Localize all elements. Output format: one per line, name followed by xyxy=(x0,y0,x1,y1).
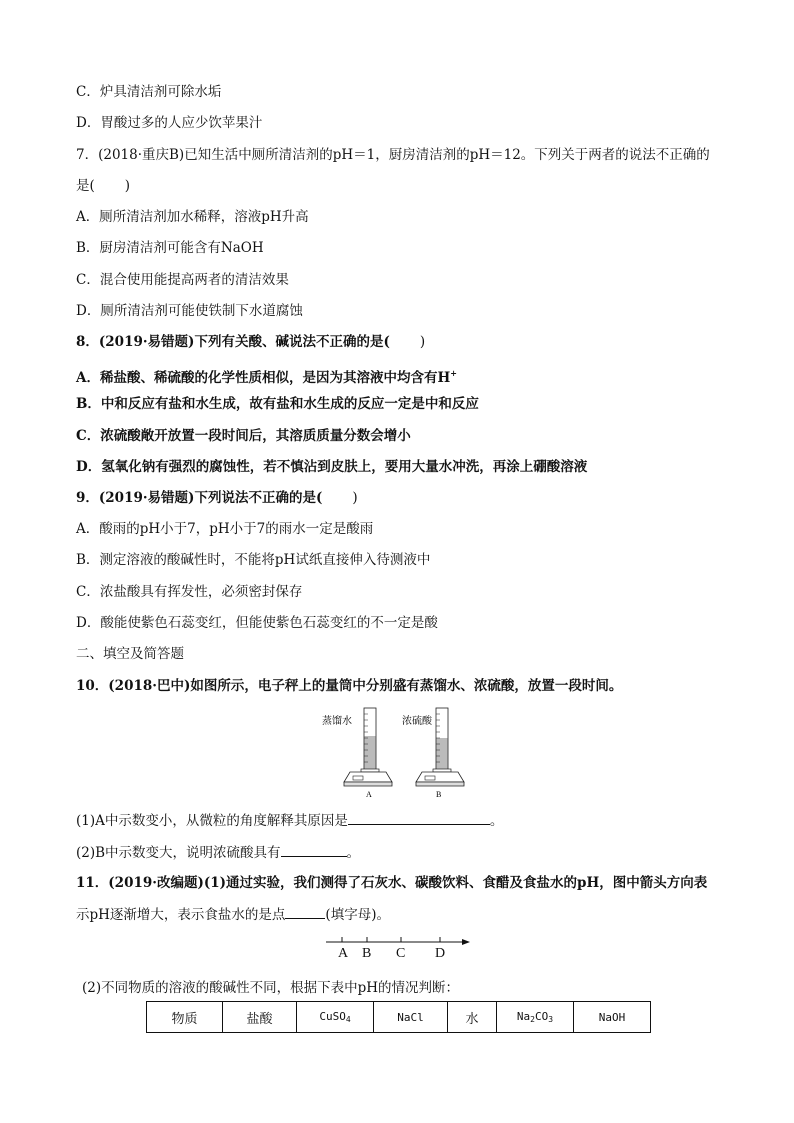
axis-point-c: C xyxy=(396,946,406,961)
q10-part1 xyxy=(76,811,503,830)
table-cell-hcl: 盐酸 xyxy=(223,1002,297,1033)
q8-option-d: D．氢氧化钠有强烈的腐蚀性，若不慎沾到皮肤上，要用大量水冲洗，再涂上硼酸溶液 xyxy=(76,459,588,475)
table-cell-water: 水 xyxy=(448,1002,497,1033)
q7-option-d: D．厕所清洁剂可能使铁制下水道腐蚀 xyxy=(76,303,303,319)
na2co3-na: Na xyxy=(516,1010,531,1023)
q9-option-d: D．酸能使紫色石蕊变红，但能使紫色石蕊变红的不一定是酸 xyxy=(76,615,438,631)
q8-paren-close: ) xyxy=(419,334,426,350)
q7-option-b: B．厨房清洁剂可能含有NaOH xyxy=(76,240,264,256)
q10-stem-text: 10．(2018·巴中)如图所示，电子秤上的量筒中分别盛有蒸馏水、浓硫酸，放置一段时间。 xyxy=(76,678,623,694)
table-row xyxy=(147,1002,651,1033)
caption-b: B xyxy=(436,790,442,799)
axis-point-a: A xyxy=(338,946,349,961)
q11-stem-line2-post: (填字母)。 xyxy=(325,907,390,923)
q9-option-a: A．酸雨的pH小于7，pH小于7的雨水一定是酸雨 xyxy=(76,521,374,537)
table-cell-cuso4 xyxy=(297,1002,374,1033)
table-cell-naoh: NaOH xyxy=(574,1002,651,1033)
na2co3-sub2: 3 xyxy=(548,1015,554,1024)
q11-stem-text: 11．(2019·改编题)(1)通过实验，我们测得了石灰水、碳酸饮料、食醋及食盐水的pH，图中箭头方向表 xyxy=(76,875,708,891)
q7-option-a: A．厕所清洁剂加水稀释，溶液pH升高 xyxy=(76,209,309,225)
q8-stem-text: 8．(2019·易错题)下列有关酸、碱说法不正确的是( xyxy=(76,334,390,350)
q10-part1-text: (1)A中示数变小，从微粒的角度解释其原因是 xyxy=(76,813,348,829)
scale-a xyxy=(344,772,392,786)
label-conc-sulfuric-acid: 浓硫酸 xyxy=(402,716,432,727)
q7-paren-close: ) xyxy=(124,178,131,194)
q10-stem xyxy=(76,677,622,695)
label-distilled-water: 蒸馏水 xyxy=(322,716,352,727)
axis-point-d: D xyxy=(435,946,446,961)
section-heading: 二、填空及简答题 xyxy=(76,646,184,662)
table-cell-na2co3 xyxy=(497,1002,574,1033)
q11-part1-blank[interactable] xyxy=(285,905,325,919)
q9-stem-text: 9．(2019·易错题)下列说法不正确的是( xyxy=(76,490,323,506)
cylinder-a xyxy=(361,708,379,772)
q9-option-c: C．浓盐酸具有挥发性，必须密封保存 xyxy=(76,584,303,600)
q8-option-a-sup: + xyxy=(450,368,457,378)
na2co3-co: CO xyxy=(535,1010,549,1023)
scales-figure xyxy=(320,704,470,800)
q11-part2: (2)不同物质的溶液的酸碱性不同，根据下表中pH的情况判断： xyxy=(82,980,460,996)
option-c-prev: C．炉具清洁剂可除水垢 xyxy=(76,84,222,100)
q9-option-b: B．测定溶液的酸碱性时，不能将pH试纸直接伸入待测液中 xyxy=(76,552,431,568)
option-d-prev: D．胃酸过多的人应少饮苹果汁 xyxy=(76,115,263,131)
q8-stem xyxy=(76,333,425,351)
q8-option-a xyxy=(76,364,457,387)
q7-stem-line1 xyxy=(76,146,710,164)
q10-part1-blank[interactable] xyxy=(348,811,490,825)
q10-part2 xyxy=(76,843,360,862)
table-cell-substance: 物质 xyxy=(147,1002,223,1033)
q7-option-c: C．混合使用能提高两者的清洁效果 xyxy=(76,272,289,288)
q8-option-b: B．中和反应有盐和水生成，故有盐和水生成的反应一定是中和反应 xyxy=(76,396,479,412)
q8-option-c: C．浓硫酸敞开放置一段时间后，其溶质质量分数会增小 xyxy=(76,428,411,444)
axis-point-b: B xyxy=(362,946,372,961)
q9-paren-close: ) xyxy=(352,490,358,506)
q11-stem-line2 xyxy=(76,905,390,924)
q10-part2-period: 。 xyxy=(346,845,361,861)
q11-stem-line2-text: 示pH逐渐增大，表示食盐水的是点 xyxy=(76,907,286,923)
q10-part1-period: 。 xyxy=(489,813,504,829)
cuso4-main: CuSO xyxy=(319,1010,346,1023)
cuso4-sub: 4 xyxy=(345,1015,351,1024)
ph-table xyxy=(146,1001,651,1033)
table-cell-nacl: NaCl xyxy=(374,1002,448,1033)
caption-a: A xyxy=(366,790,372,799)
q11-stem-line1 xyxy=(76,874,707,892)
q7-stem-line2 xyxy=(76,177,130,195)
scale-b xyxy=(416,772,464,786)
q7-stem-text: 7．(2018·重庆B)已知生活中厕所清洁剂的pH＝1，厨房清洁剂的pH＝12。下列关于两者的说法不正确的 xyxy=(76,147,710,163)
cylinder-b xyxy=(433,708,451,772)
q9-stem xyxy=(76,489,358,507)
q10-part2-text: (2)B中示数变大，说明浓硫酸具有 xyxy=(76,845,281,861)
q8-option-a-text: A．稀盐酸、稀硫酸的化学性质相似，是因为其溶液中均含有H xyxy=(76,370,451,386)
q10-part2-blank[interactable] xyxy=(281,843,347,857)
q7-stem-pre: 是( xyxy=(76,178,95,194)
na2co3-sub1: 2 xyxy=(530,1015,535,1024)
